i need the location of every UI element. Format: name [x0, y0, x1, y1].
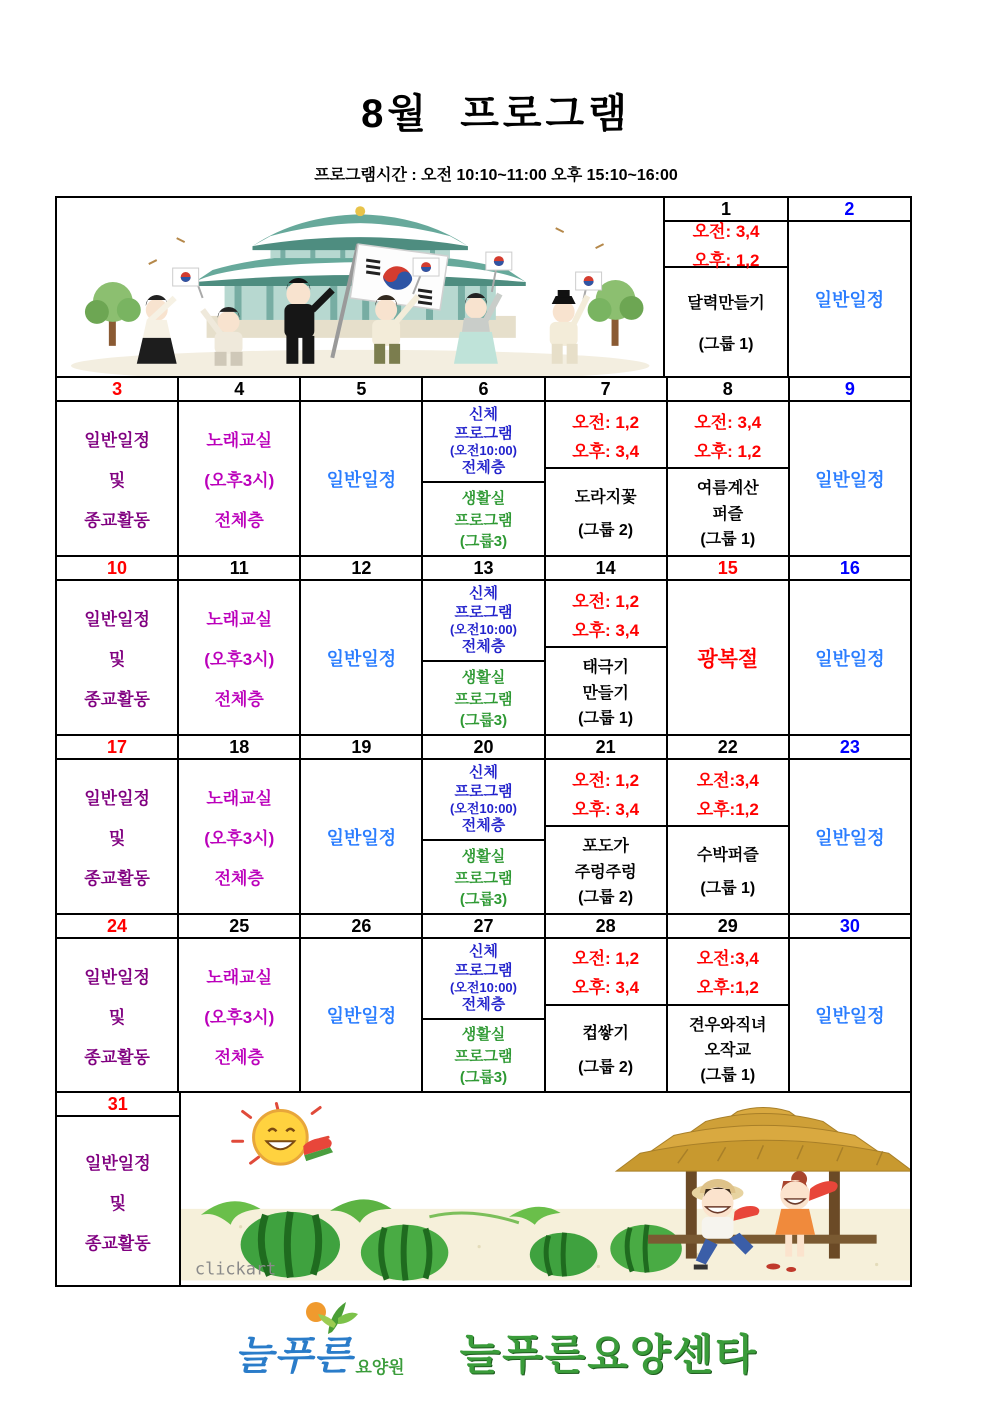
song-class-line: 노래교실	[206, 431, 273, 450]
pm-groups: 오후: 3,4	[572, 620, 640, 640]
day-cell-24	[57, 915, 179, 1091]
day-cell-19	[301, 736, 423, 913]
day-number-3: 3	[57, 378, 177, 402]
day-number-15: 15	[668, 557, 788, 581]
day-number-21: 21	[546, 736, 666, 760]
am-groups: 오전:3,4	[696, 949, 759, 969]
day-number-29: 29	[668, 915, 788, 939]
day-cell-17	[57, 736, 179, 913]
day-number-25: 25	[179, 915, 299, 939]
day-number-5: 5	[301, 378, 421, 402]
song-class-time: (오후3시)	[204, 650, 275, 669]
day-number-11: 11	[179, 557, 299, 581]
am-groups: 오전:3,4	[696, 770, 759, 790]
day-cell-2	[789, 198, 910, 376]
sunday-line: 종교활동	[84, 690, 150, 709]
center-name: 늘푸른요양센타	[459, 1331, 758, 1378]
pm-groups: 오후: 3,4	[572, 978, 640, 998]
day-cell-20	[423, 736, 545, 913]
routine-label: 일반일정	[815, 469, 885, 490]
calendar-week-row-3	[57, 557, 910, 736]
program-time-subtitle: 프로그램시간 : 오전 10:10~11:00 오후 15:10~16:00	[314, 167, 678, 184]
sunday-line: 종교활동	[84, 1233, 151, 1253]
activity-group: (그룹 1)	[700, 880, 756, 898]
song-class-time: (오후3시)	[204, 829, 275, 848]
liberation-day-illustration-cell	[57, 198, 665, 376]
am-groups: 오전: 1,2	[572, 949, 640, 969]
day-number-14: 14	[546, 557, 666, 581]
liberation-day-illustration	[57, 198, 663, 376]
day-number-24: 24	[57, 915, 177, 939]
day-number-6: 6	[423, 378, 543, 402]
calendar-week-row-6	[57, 1093, 910, 1285]
day-number-26: 26	[301, 915, 421, 939]
routine-label: 일반일정	[326, 1006, 397, 1026]
day-number-27: 27	[423, 915, 543, 939]
day-cell-1	[665, 198, 788, 376]
physical-program-time: (오전10:00)	[449, 979, 517, 995]
day-cell-11	[179, 557, 301, 734]
day-cell-6	[423, 378, 545, 555]
activity-group: (그룹 2)	[578, 888, 634, 906]
activity-line: 태극기	[582, 659, 629, 677]
activity-line: 오작교	[704, 1041, 751, 1059]
day-number-30: 30	[790, 915, 910, 939]
day-number-13: 13	[423, 557, 543, 581]
physical-program-line: 프로그램	[454, 425, 513, 443]
physical-program-line: 신체	[469, 764, 498, 782]
sunday-line: 일반일정	[84, 967, 150, 987]
physical-program-line: 프로그램	[454, 604, 513, 622]
day-number-19: 19	[301, 736, 421, 760]
day-cell-5	[301, 378, 423, 555]
am-groups: 오전: 1,2	[572, 770, 640, 790]
day-cell-28	[546, 915, 668, 1091]
day-cell-14	[546, 557, 668, 734]
day-cell-30	[790, 915, 910, 1091]
day-number-1: 1	[665, 198, 786, 222]
song-class-floor: 전체층	[214, 869, 264, 888]
routine-label: 일반일정	[326, 648, 397, 669]
day-number-9: 9	[790, 378, 910, 402]
am-groups: 오전: 3,4	[692, 222, 760, 241]
living-room-line: 생활실	[461, 1026, 506, 1044]
day-number-18: 18	[179, 736, 299, 760]
clickart-watermark: clickart	[194, 1258, 276, 1279]
sunday-line: 일반일정	[84, 431, 150, 450]
day-cell-4	[179, 378, 301, 555]
activity-group: (그룹 1)	[700, 1066, 756, 1084]
day-cell-10	[57, 557, 179, 734]
day-number-22: 22	[668, 736, 788, 760]
day-cell-13	[423, 557, 545, 734]
routine-label: 일반일정	[326, 469, 397, 490]
day-cell-21	[546, 736, 668, 913]
activity-group: (그룹 1)	[700, 530, 756, 548]
physical-program-time: (오전10:00)	[449, 622, 517, 638]
song-class-line: 노래교실	[206, 789, 273, 808]
day-cell-16	[790, 557, 910, 734]
routine-label: 일반일정	[815, 1006, 885, 1026]
neulpureun-logo	[234, 1324, 404, 1381]
day-cell-22	[668, 736, 790, 913]
living-room-line: 생활실	[461, 668, 506, 686]
activity-group: (그룹 1)	[698, 336, 754, 353]
activity-line: 만들기	[582, 684, 629, 702]
pm-groups: 오후: 3,4	[572, 799, 640, 819]
sunday-line: 및	[109, 1193, 126, 1213]
routine-label: 일반일정	[815, 827, 885, 848]
day-number-12: 12	[301, 557, 421, 581]
logo-sub-text: 요양원	[355, 1357, 405, 1377]
activity-line: 달력만들기	[687, 295, 765, 312]
day-cell-7	[546, 378, 668, 555]
activity-line: 주렁주렁	[574, 863, 637, 881]
routine-label: 일반일정	[326, 827, 397, 848]
activity-group: (그룹 1)	[578, 709, 634, 727]
living-room-line: 생활실	[461, 489, 506, 507]
day-number-10: 10	[57, 557, 177, 581]
day-number-20: 20	[423, 736, 543, 760]
sunday-line: 및	[108, 1007, 126, 1027]
physical-program-line: 신체	[469, 406, 498, 424]
physical-program-floor: 전체층	[461, 995, 506, 1013]
activity-line: 수박퍼즐	[696, 846, 759, 864]
august-calendar-table	[55, 196, 912, 1287]
routine-label: 일반일정	[814, 290, 885, 310]
activity-line: 도라지꽃	[574, 488, 637, 506]
sunday-line: 및	[108, 650, 126, 669]
day-number-16: 16	[790, 557, 910, 581]
day-cell-25	[179, 915, 301, 1091]
physical-program-time: (오전10:00)	[449, 801, 517, 817]
song-class-time: (오후3시)	[204, 471, 275, 490]
pm-groups: 오후:1,2	[696, 978, 759, 998]
day-number-2: 2	[789, 198, 910, 222]
day-number-17: 17	[57, 736, 177, 760]
sunday-line: 및	[108, 471, 126, 490]
living-room-group: (그룹3)	[459, 533, 508, 551]
activity-group: (그룹 2)	[578, 522, 634, 540]
sunday-line: 일반일정	[84, 610, 150, 629]
day-cell-29	[668, 915, 790, 1091]
day-cell-8	[668, 378, 790, 555]
living-room-line: 프로그램	[454, 869, 513, 887]
activity-line: 컵쌓기	[582, 1025, 629, 1043]
living-room-group: (그룹3)	[459, 891, 508, 909]
calendar-week-row-5	[57, 915, 910, 1093]
page-title: 8월 프로그램	[361, 92, 631, 136]
day-cell-18	[179, 736, 301, 913]
pm-groups: 오후: 3,4	[572, 441, 640, 461]
living-room-line: 프로그램	[454, 1047, 513, 1065]
watermelon-picnic-illustration-cell	[181, 1093, 910, 1285]
pm-groups: 오후:1,2	[696, 799, 759, 819]
calendar-week-row-4	[57, 736, 910, 915]
pm-groups: 오후: 1,2	[692, 251, 760, 270]
footer	[0, 1322, 992, 1382]
day-cell-15	[668, 557, 790, 734]
activity-line: 여름계산	[696, 480, 759, 498]
calendar-week-row-2	[57, 378, 910, 557]
sunday-line: 일반일정	[84, 789, 150, 808]
day-number-28: 28	[546, 915, 666, 939]
physical-program-floor: 전체층	[461, 817, 506, 835]
day-cell-27	[423, 915, 545, 1091]
living-room-group: (그룹3)	[459, 712, 508, 730]
song-class-floor: 전체층	[214, 1047, 264, 1067]
physical-program-line: 신체	[469, 942, 498, 960]
living-room-line: 프로그램	[454, 690, 513, 708]
activity-line: 퍼즐	[712, 505, 744, 523]
am-groups: 오전: 1,2	[572, 412, 640, 432]
activity-group: (그룹 2)	[578, 1058, 634, 1076]
sunday-line: 종교활동	[84, 1047, 150, 1067]
activity-line: 포도가	[582, 838, 629, 856]
day-cell-9	[790, 378, 910, 555]
living-room-line: 생활실	[461, 847, 506, 865]
physical-program-line: 프로그램	[454, 783, 513, 801]
liberation-day-label: 광복절	[697, 647, 759, 671]
sunday-line: 일반일정	[84, 1153, 151, 1173]
day-cell-12	[301, 557, 423, 734]
logo-main-text: 늘푸른	[234, 1333, 354, 1378]
physical-program-time: (오전10:00)	[449, 443, 517, 459]
song-class-time: (오후3시)	[204, 1007, 275, 1027]
living-room-line: 프로그램	[454, 511, 513, 529]
day-cell-31	[57, 1093, 181, 1285]
day-number-23: 23	[790, 736, 910, 760]
living-room-group: (그룹3)	[459, 1069, 508, 1087]
sun-and-sprout-icon	[294, 1298, 364, 1338]
song-class-floor: 전체층	[214, 511, 264, 530]
day-number-7: 7	[546, 378, 666, 402]
physical-program-floor: 전체층	[461, 638, 506, 656]
activity-line: 견우와직녀	[689, 1016, 767, 1034]
sunday-line: 종교활동	[84, 869, 150, 888]
song-class-floor: 전체층	[214, 690, 264, 709]
physical-program-line: 프로그램	[454, 961, 513, 979]
am-groups: 오전: 3,4	[694, 412, 762, 432]
day-cell-26	[301, 915, 423, 1091]
physical-program-line: 신체	[469, 585, 498, 603]
routine-label: 일반일정	[815, 648, 885, 669]
physical-program-floor: 전체층	[461, 459, 506, 477]
day-number-31: 31	[57, 1093, 179, 1117]
day-cell-23	[790, 736, 910, 913]
song-class-line: 노래교실	[206, 967, 273, 987]
calendar-week-row-1	[57, 198, 910, 378]
sunday-line: 및	[108, 829, 126, 848]
day-number-8: 8	[668, 378, 788, 402]
watermelon-picnic-illustration	[181, 1093, 910, 1285]
pm-groups: 오후: 1,2	[694, 441, 762, 461]
song-class-line: 노래교실	[206, 610, 273, 629]
day-cell-3	[57, 378, 179, 555]
day-number-4: 4	[179, 378, 299, 402]
sunday-line: 종교활동	[84, 511, 150, 530]
am-groups: 오전: 1,2	[572, 591, 640, 611]
